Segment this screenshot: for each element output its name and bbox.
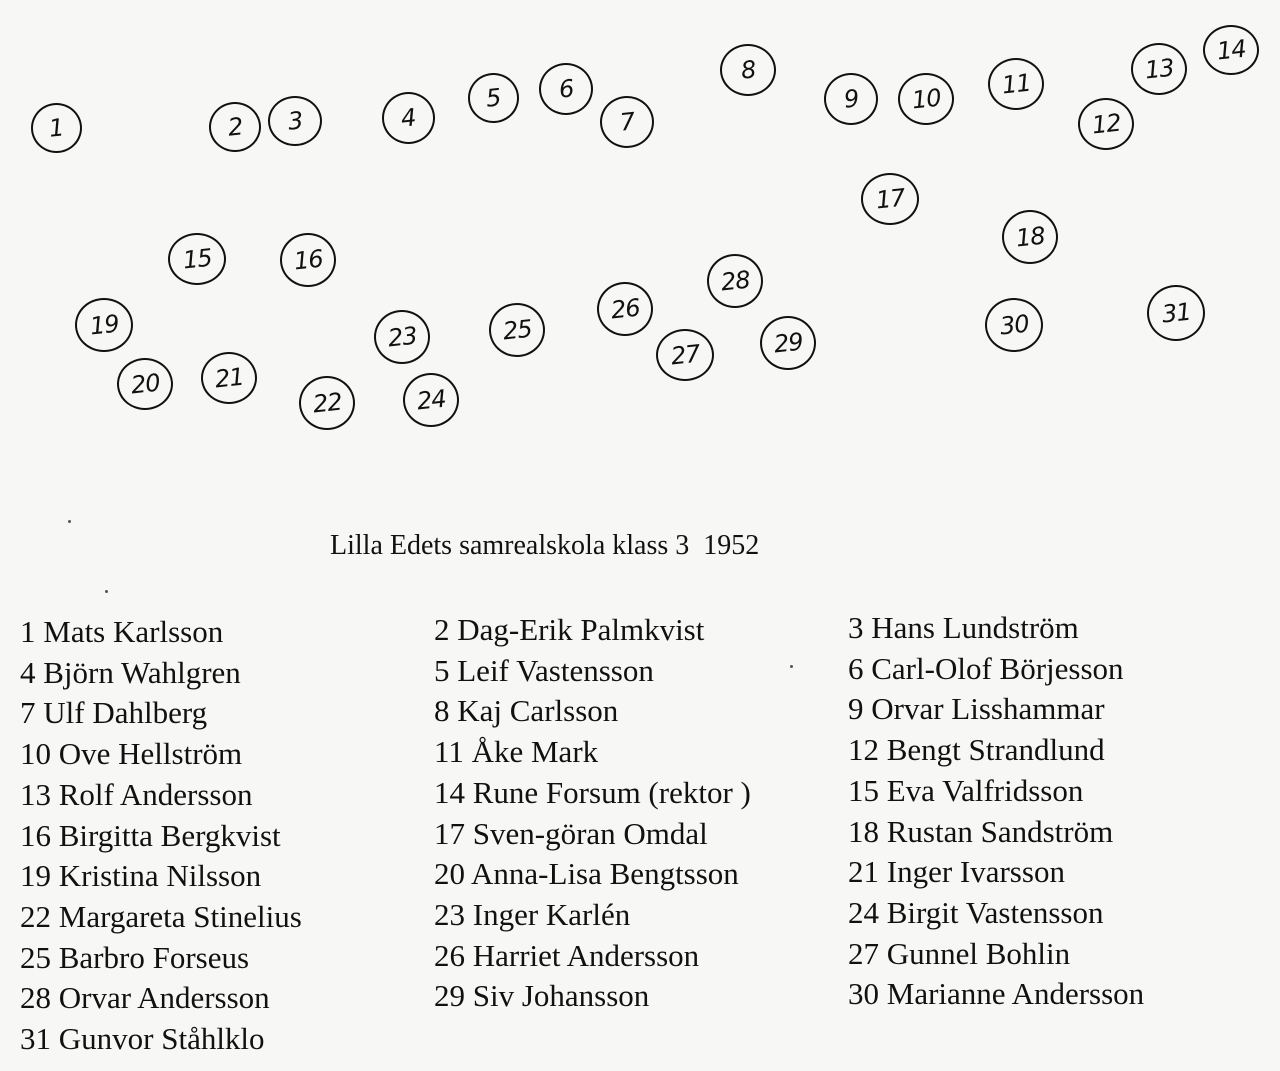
scan-speck (68, 520, 71, 523)
marker-15: 15 (168, 233, 226, 285)
roster-entry: 17 Sven-göran Omdal (434, 815, 708, 851)
marker-22: 22 (299, 376, 355, 430)
roster-entry: 16 Birgitta Bergkvist (20, 817, 281, 853)
marker-25: 25 (489, 303, 545, 357)
roster-entry: 22 Margareta Stinelius (20, 898, 302, 934)
marker-16: 16 (280, 233, 336, 287)
roster-entry: 20 Anna-Lisa Bengtsson (434, 856, 739, 892)
roster-entry: 25 Barbro Forseus (20, 939, 250, 975)
roster-entry: 29 Siv Johansson (434, 978, 650, 1014)
roster-entry: 4 Björn Wahlgren (20, 654, 241, 690)
marker-1: 1 (31, 103, 82, 153)
roster-entry: 28 Orvar Andersson (20, 980, 270, 1016)
roster-entry: 27 Gunnel Bohlin (848, 935, 1071, 971)
roster-entry: 5 Leif Vastensson (434, 652, 654, 688)
marker-21: 21 (201, 352, 257, 404)
marker-20: 20 (117, 358, 173, 410)
marker-4: 4 (382, 92, 435, 144)
roster-entry: 13 Rolf Andersson (20, 776, 253, 812)
marker-13: 13 (1131, 43, 1187, 95)
roster-entry: 11 Åke Mark (434, 734, 599, 770)
roster-entry: 2 Dag-Erik Palmkvist (434, 612, 705, 647)
roster-entry: 8 Kaj Carlsson (434, 693, 619, 729)
marker-24: 24 (403, 373, 459, 427)
roster-entry: 6 Carl-Olof Börjesson (848, 650, 1124, 686)
roster-entry: 14 Rune Forsum (rektor ) (434, 774, 751, 810)
marker-10: 10 (898, 73, 954, 125)
roster-entry: 24 Birgit Vastensson (848, 894, 1104, 930)
marker-2: 2 (209, 102, 261, 152)
roster-entry: 15 Eva Valfridsson (848, 772, 1084, 808)
roster-entry: 31 Gunvor Ståhlklo (20, 1021, 265, 1057)
marker-12: 12 (1078, 98, 1134, 150)
roster-entry: 19 Kristina Nilsson (20, 858, 262, 894)
marker-3: 3 (268, 96, 322, 146)
marker-29: 29 (760, 316, 816, 370)
marker-8: 8 (720, 44, 776, 96)
roster-column-2 (434, 610, 751, 1017)
roster-column-3 (848, 608, 1144, 1015)
marker-26: 26 (597, 282, 653, 336)
roster-entry: 30 Marianne Andersson (848, 976, 1145, 1012)
roster-entry: 18 Rustan Sandström (848, 813, 1114, 849)
scan-speck (790, 665, 793, 668)
marker-5: 5 (468, 73, 519, 123)
roster-entry: 1 Mats Karlsson (20, 614, 224, 649)
roster-entry: 23 Inger Karlén (434, 896, 631, 932)
roster-column-1 (20, 612, 302, 1060)
marker-9: 9 (824, 73, 878, 125)
roster-entry: 3 Hans Lundström (848, 610, 1079, 645)
roster-entry: 9 Orvar Lisshammar (848, 691, 1105, 727)
roster-entry: 10 Ove Hellström (20, 736, 243, 772)
marker-23: 23 (374, 310, 430, 364)
marker-31: 31 (1147, 285, 1205, 341)
marker-11: 11 (988, 58, 1044, 110)
marker-17: 17 (861, 173, 919, 225)
roster-entry: 7 Ulf Dahlberg (20, 695, 208, 731)
marker-7: 7 (600, 96, 654, 148)
marker-14: 14 (1203, 25, 1259, 75)
marker-30: 30 (985, 298, 1043, 352)
document-title: Lilla Edets samrealskola klass 3 1952 (330, 530, 760, 561)
marker-18: 18 (1002, 210, 1058, 264)
roster-entry: 21 Inger Ivarsson (848, 854, 1065, 890)
marker-28: 28 (707, 254, 763, 308)
marker-6: 6 (539, 63, 593, 115)
marker-27: 27 (656, 329, 714, 381)
roster-entry: 26 Harriet Andersson (434, 937, 700, 973)
roster-entry: 12 Bengt Strandlund (848, 732, 1105, 768)
scan-speck (105, 590, 108, 593)
marker-19: 19 (75, 298, 133, 352)
